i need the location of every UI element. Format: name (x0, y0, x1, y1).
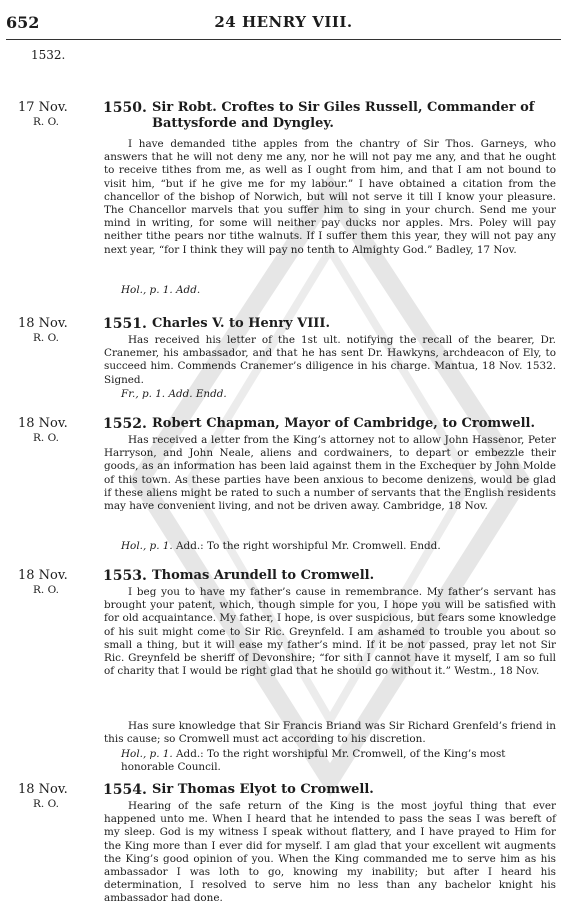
entry-source: R. O. (33, 798, 59, 810)
entry-footer-address: Add. Endd. (168, 388, 227, 400)
entry-number: 1552. (103, 416, 147, 432)
entry-title: Sir Thomas Elyot to Cromwell. (152, 782, 374, 797)
entry-number: 1550. (103, 100, 147, 116)
entry-footer-format: Hol., p. 1. (121, 284, 173, 296)
entry-footer-format: Fr., p. 1. (121, 388, 166, 400)
entry-footer-address: Add. (176, 284, 201, 296)
running-title: 24 HENRY VIII. (214, 13, 353, 31)
entry-source: R. O. (33, 116, 59, 128)
entry-footer-format: Hol., p. 1. (121, 748, 173, 760)
entry-date: 18 Nov. (18, 782, 68, 797)
entry-source: R. O. (33, 432, 59, 444)
entry-date: 18 Nov. (18, 416, 68, 431)
entry-body: Has received his letter of the 1st ult. notifying the recall of the bearer, Dr. Cranemer, his ambassador, and that he has sent Dr. Hawkyns, archdeacon of Ely, to succeed him. Commends Cranemer’s diligence in his charge. Mantua, 18 Nov. 1532. Signed. (104, 334, 556, 386)
entry-source: R. O. (33, 332, 59, 344)
entry-source: R. O. (33, 584, 59, 596)
entry-footer (121, 540, 556, 553)
entry-footer (121, 388, 556, 401)
entry-footer-address: Add.: To the right worshipful Mr. Cromwell. Endd. (176, 540, 441, 552)
entry-title: Charles V. to Henry VIII. (152, 316, 330, 331)
entry-title: Sir Robt. Croftes to Sir Giles Russell, Commander of Battysforde and Dyngley. (152, 100, 535, 131)
entry-title: Thomas Arundell to Cromwell. (152, 568, 375, 583)
entry-date: 17 Nov. (18, 100, 68, 115)
year-label: 1532. (31, 48, 66, 62)
entry-number: 1551. (103, 316, 147, 332)
entry-date: 18 Nov. (18, 568, 68, 583)
entry-body: Hearing of the safe return of the King is the most joyful thing that ever happened unto me. When I heard that he intended to pass the seas I was bereft of my sleep. God is my witness I speak without flattery, and I have prayed to Him for the King more than I ever did for myself. I am glad that your excellent wit augments the King’s good opinion of you. When the King commanded me to serve him as his ambassador I was loth to go, knowing my inability; but after I heard his determination, I resolved to serve him no less than any bachelor knight his ambassador had done. (104, 800, 556, 905)
page-number: 652 (6, 13, 40, 32)
entry-title: Robert Chapman, Mayor of Cambridge, to Cromwell. (152, 416, 536, 431)
entry-footer-address: Add.: To the right worshipful Mr. Cromwell, of the King’s most honorable Council. (121, 748, 506, 774)
entry-body: Has received a letter from the King’s attorney not to allow John Hassenor, Peter Harryson, and John Neale, aliens and cordwainers, to depart or embezzle their goods, as an information has been laid against them in the Exchequer by John Molde of this town. As these parties have been anxious to become denizens, would be glad if these aliens might be rated to such a number of servants that the English residents may have convenient living, and not be driven away. Cambridge, 18 Nov. (104, 434, 556, 513)
header-rule (6, 39, 561, 40)
entry-number: 1554. (103, 782, 147, 798)
page-header (6, 13, 561, 35)
entry-body: I have demanded tithe apples from the chantry of Sir Thos. Garneys, who answers that he will not deny me any, nor he will not pay me any, and that he ought to receive tithes from me, as well as I ought from him, and that I am not bound to visit him, “but if he give me for my labour.” I have obtained a citation from the chancellor of the bishop of Norwich, but will not serve it till I know your pleasure. The Chancellor marvels that you suffer him to sing in your church. Send me your mind in writing, for some will neither pay ducks nor apples. Mrs. Poley will pay neither tithe pears nor tithe walnuts. If I suffer them this year, they will not pay any next year, “for I think they will pay no tenth to Almighty God.” Badley, 17 Nov. (104, 138, 556, 256)
entry-footer-format: Hol., p. 1. (121, 540, 173, 552)
entry-body: I beg you to have my father’s cause in remembrance. My father’s servant has brought your patent, which, though simple for you, I hope you will be satisfied with for old acquaintance. My father, I hope, is over suspicious, but fears some knowledge of his suit might come to Sir Ric. Greynfeld. I am ashamed to trouble you about so small a thing, but it will ease my father’s mind. If it be not passed, pray let not Sir Ric. Greynfeld be sheriff of Devonshire; “for sith I cannot have it myself, I am so full of charity that I would be right glad that he should go without it.” Westm., 18 Nov. (104, 586, 556, 678)
entry-date: 18 Nov. (18, 316, 68, 331)
entry-number: 1553. (103, 568, 147, 584)
entry-body-postscript: Has sure knowledge that Sir Francis Briand was Sir Richard Grenfeld’s friend in this cause; so Cromwell must act according to his discretion. (104, 720, 556, 746)
entry-footer (121, 284, 556, 297)
entry-footer (121, 748, 556, 774)
